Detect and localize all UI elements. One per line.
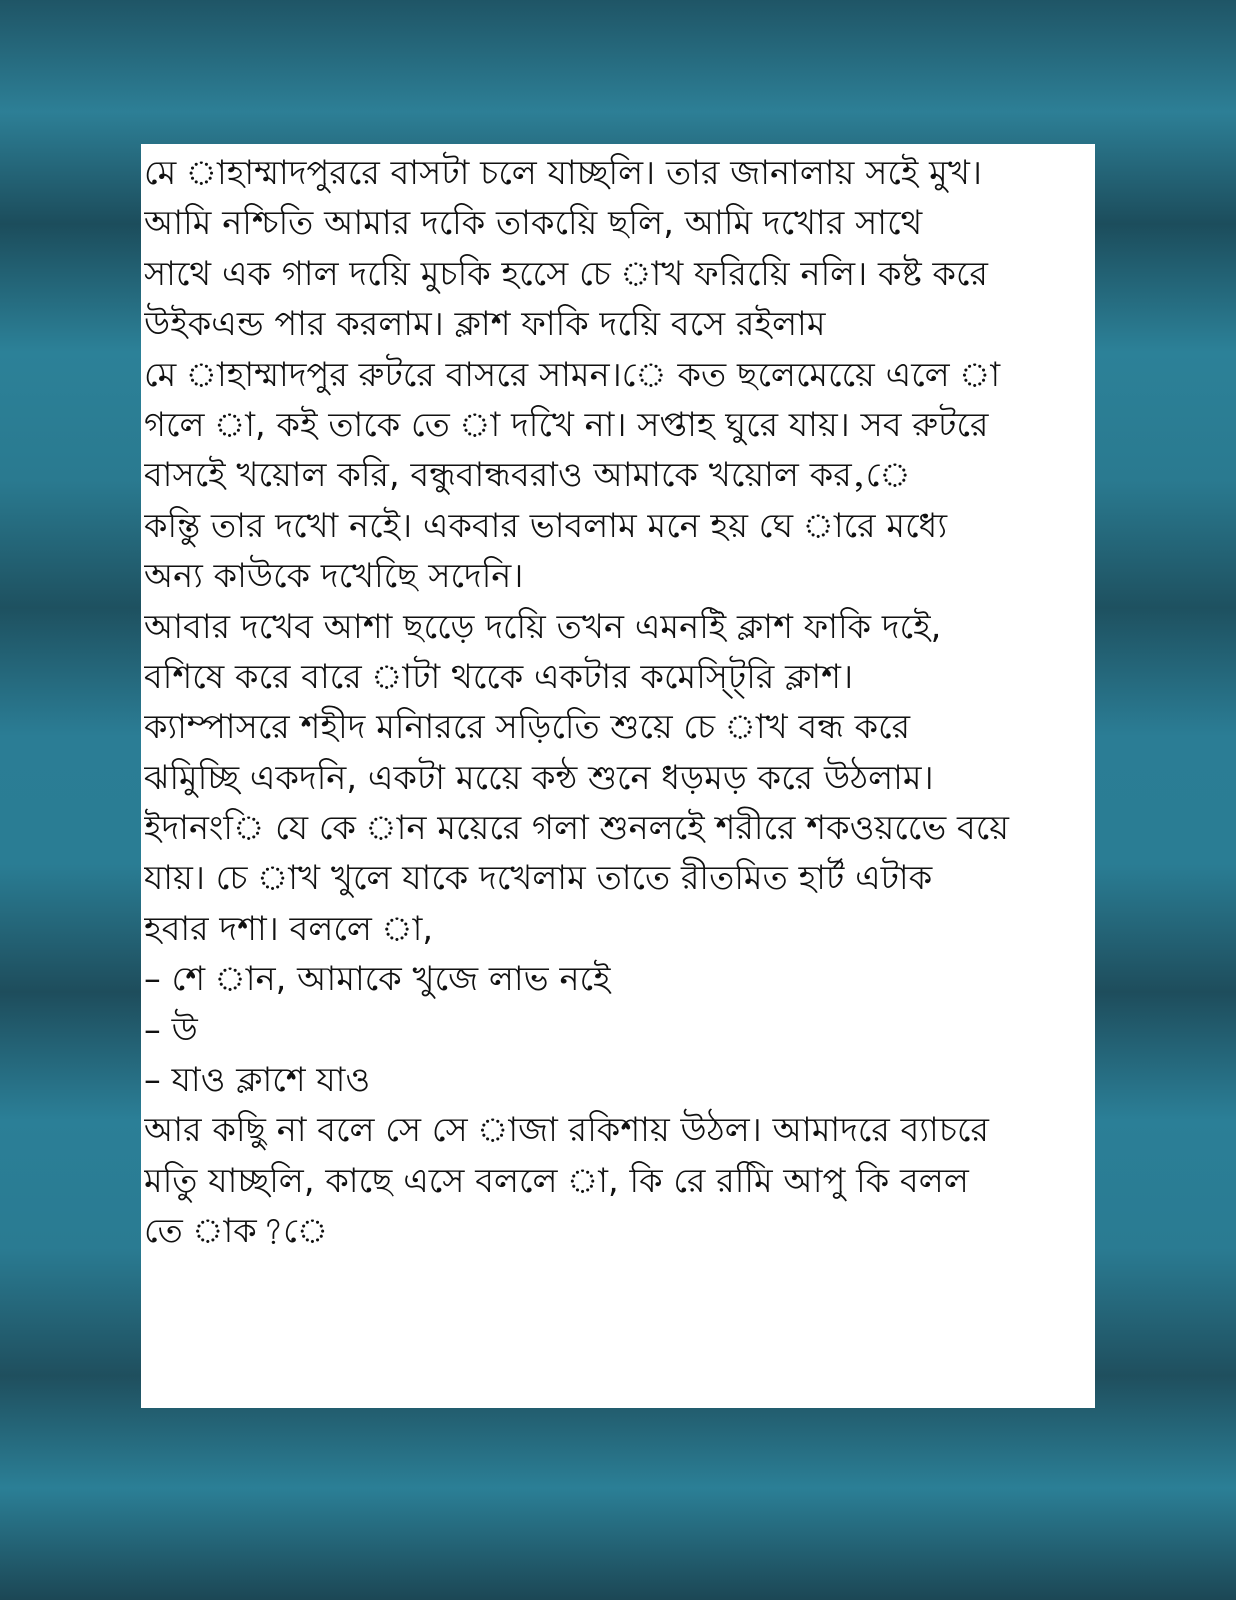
dialogue-line: – শে ান, আমাকে খুজে লাভ নইে xyxy=(144,959,611,999)
text-line: হবার দশা। বললে া, xyxy=(144,908,434,948)
text-line: সাথে এক গাল দয়িে মুচকি হসেে চে াখ ফরিয়িে নলি। কষ্ট করে xyxy=(144,253,989,293)
text-line: ঝমিুচ্ছি একদনি, একটা ময়েে কন্ঠ শুনে ধড়মড় করে উঠলাম। xyxy=(144,757,934,797)
text-line: ক্যাম্পাসরে শহীদ মনিাররে সড়িতিে শুয়ে চে াখ বন্ধ করে xyxy=(144,707,911,747)
dialogue-line: – যাও ক্লাশে যাও xyxy=(144,1060,371,1100)
text-line: আর কছিু না বলে সে সে াজা রকিশায় উঠল। আমাদরে ব্যাচরে xyxy=(144,1110,990,1150)
text-line: তে াক?ে xyxy=(144,1211,329,1251)
text-line: আমি নশ্চিতি আমার দকিে তাকয়িে ছলি, আমি দখোর সাথে xyxy=(144,203,923,243)
text-line: মে াহাম্মাদপুর রুটরে বাসরে সামন।ে কত ছলেমেয়েে এলে া xyxy=(144,354,1001,394)
text-line: কন্তিু তার দখো নইে। একবার ভাবলাম মনে হয় ঘে ারে মধ্যে xyxy=(144,505,948,545)
text-line: মে াহাম্মাদপুররে বাসটা চলে যাচ্ছলি। তার জানালায় সইে মুখ। xyxy=(144,153,983,192)
dialogue-line: – উ xyxy=(144,1009,198,1049)
text-line: অন্য কাউকে দখেছেি সদেনি। xyxy=(144,556,524,596)
text-line: মতিু যাচ্ছলি, কাছে এসে বললে া, কি রে রমিি আপু কি বলল xyxy=(144,1160,969,1200)
text-page xyxy=(141,144,1095,1408)
text-line: গলে া, কই তাকে তে া দখেি না। সপ্তাহ ঘুরে যায়। সব রুটরে xyxy=(144,404,989,444)
text-line: ইদানংি যে কে ান ময়েরে গলা শুনলইে শরীরে শকওয়ভেে বয়ে xyxy=(144,808,1010,848)
text-line: উইকএন্ড পার করলাম। ক্লাশ ফাকি দয়িে বসে রইলাম xyxy=(144,304,826,344)
paragraph-lines xyxy=(144,148,1089,1257)
text-line: বাসইে খয়োল করি, বন্ধুবান্ধবরাও আমাকে খয়োল কর,ে xyxy=(144,455,911,495)
text-line: আবার দখেব আশা ছড়েে দয়িে তখন এমনইি ক্লাশ ফাকি দইে, xyxy=(144,606,942,646)
text-line: বশিষে করে বারে াটা থকেে একটার কমেস্টি্রি ক্লাশ। xyxy=(144,656,854,696)
text-line: যায়। চে াখ খুলে যাকে দখেলাম তাতে রীতমিত হার্ট এটাক xyxy=(144,858,933,898)
